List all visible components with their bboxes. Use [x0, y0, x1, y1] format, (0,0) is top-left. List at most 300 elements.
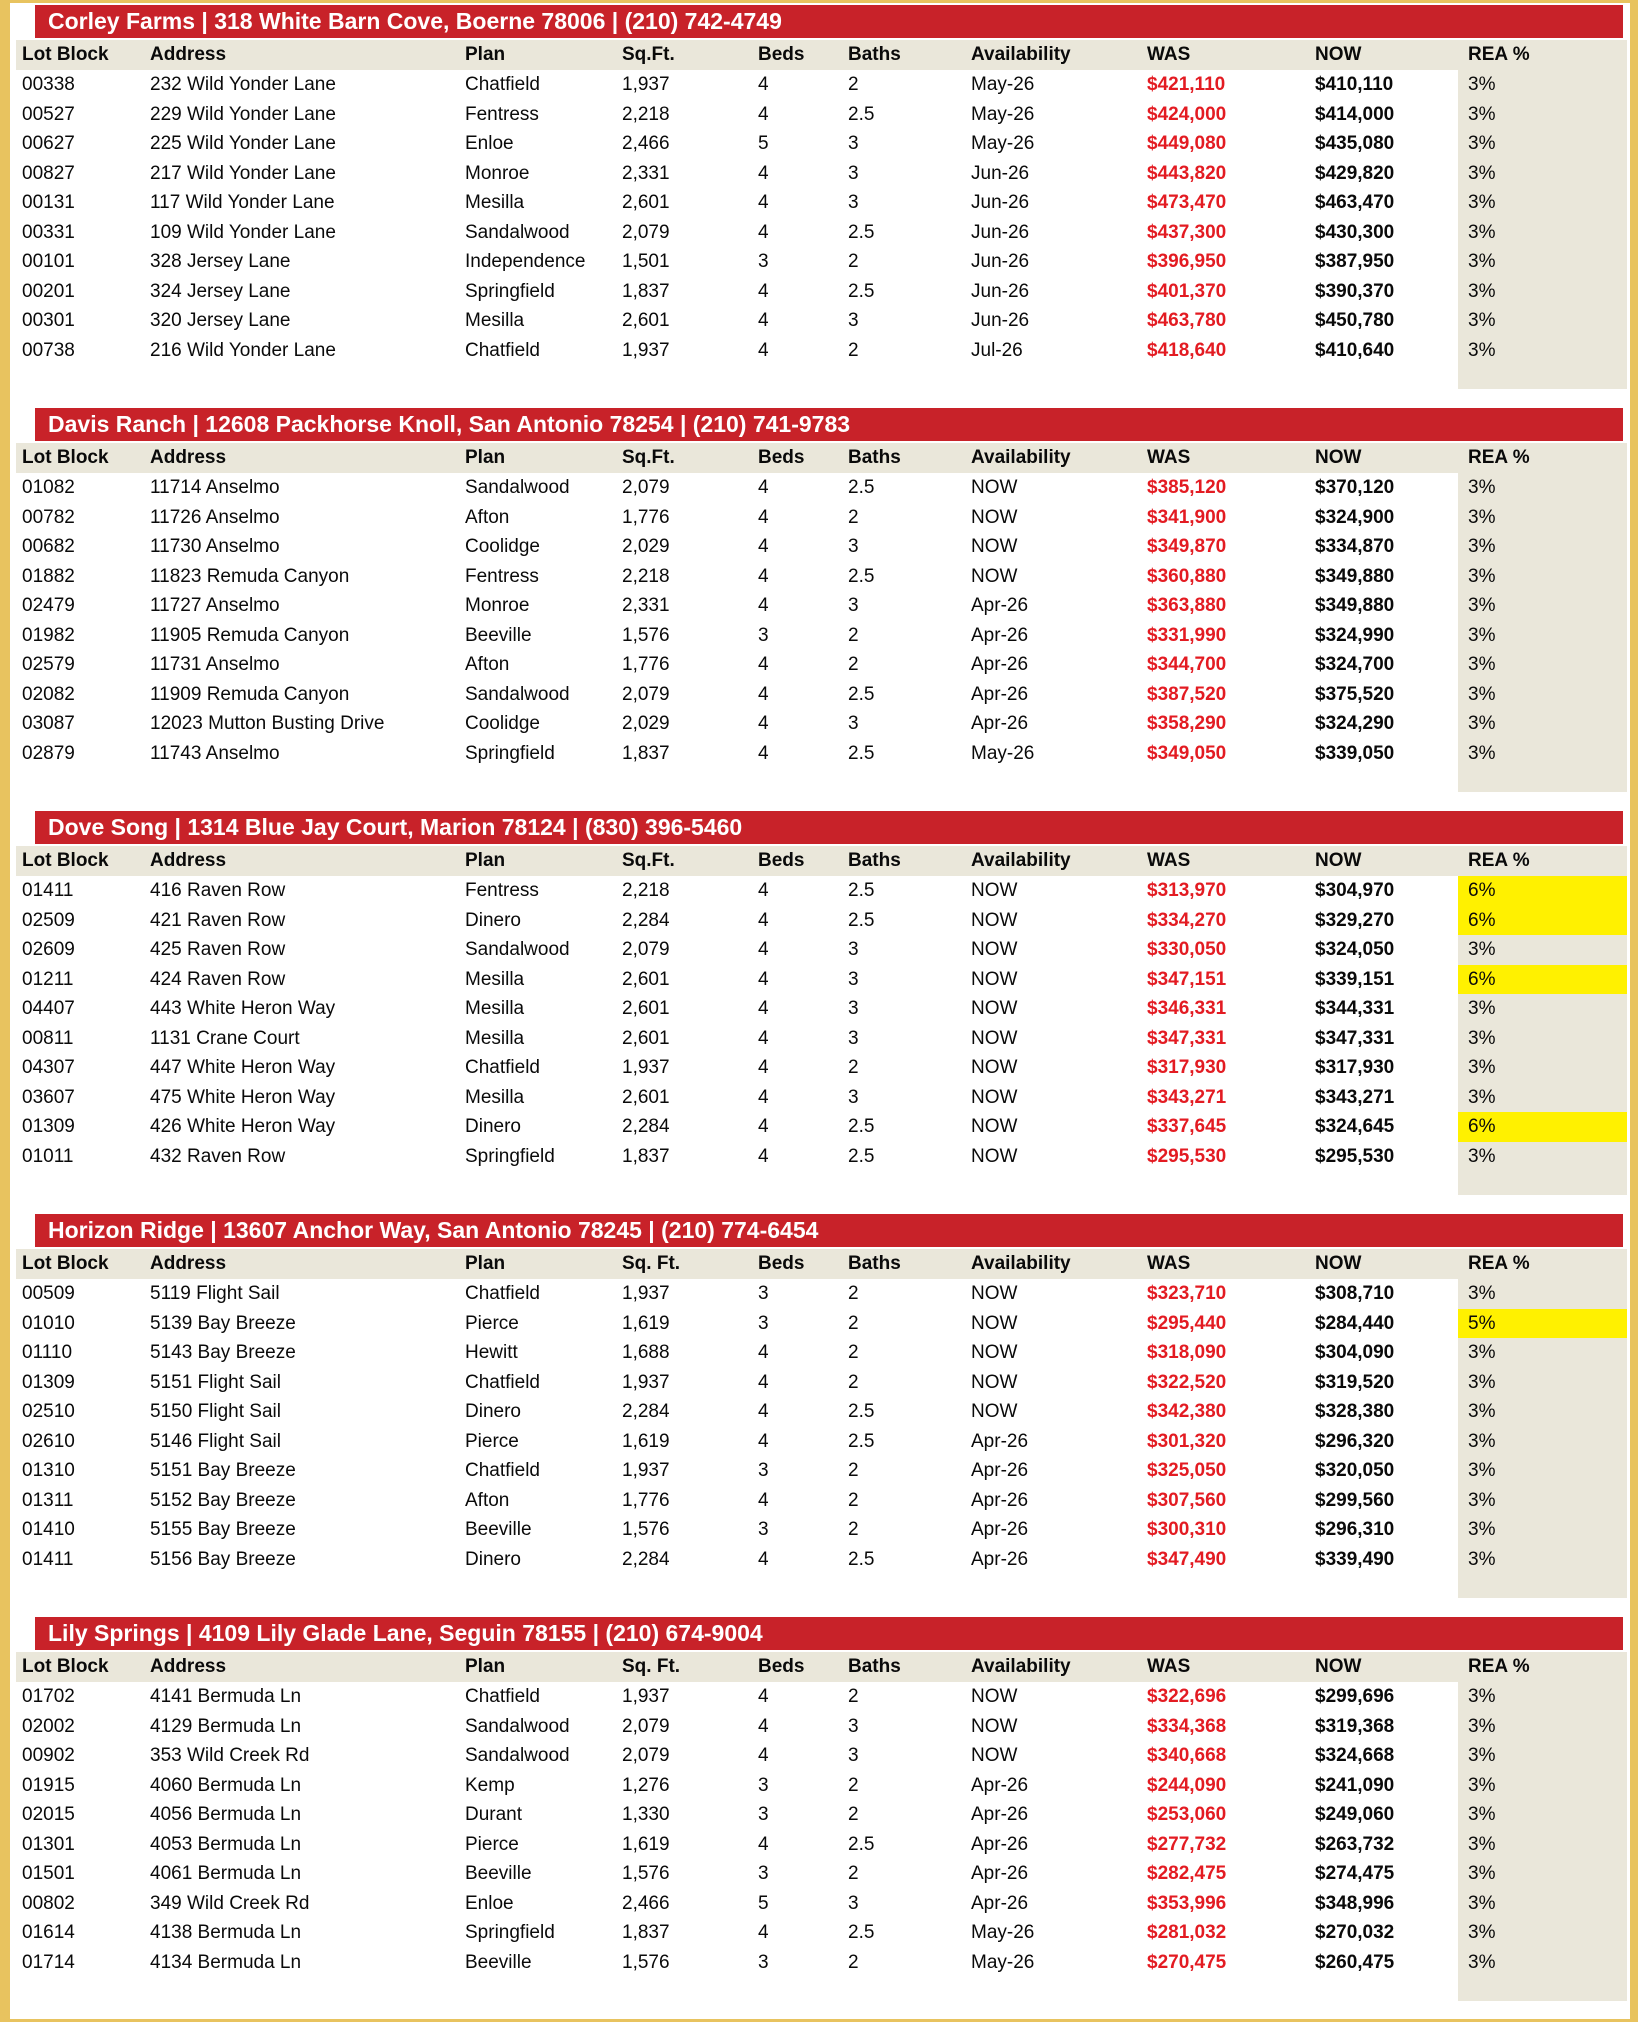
- cell-address: 353 Wild Creek Rd: [150, 1745, 310, 1766]
- cell-address: 421 Raven Row: [150, 909, 286, 931]
- cell-address: 11714 Anselmo: [150, 477, 280, 498]
- cell-lot: 00131: [22, 192, 75, 213]
- cell-rea: 3%: [1458, 218, 1627, 248]
- table-row: [16, 1427, 1627, 1457]
- cell-baths: 2: [848, 654, 859, 675]
- section-header-bar: [35, 1214, 1623, 1247]
- cell-now: $334,870: [1315, 536, 1395, 557]
- cell-beds: 4: [758, 506, 769, 528]
- cell-lot: 00301: [22, 310, 75, 331]
- column-header-plan: Plan: [465, 447, 506, 468]
- column-header-baths: Baths: [848, 44, 901, 65]
- cell-lot: 01309: [22, 1116, 75, 1137]
- table-row: [16, 1889, 1627, 1919]
- cell-address: 324 Jersey Lane: [150, 280, 291, 302]
- cell-address: 225 Wild Yonder Lane: [150, 133, 336, 154]
- cell-address: 5152 Bay Breeze: [150, 1489, 296, 1511]
- cell-was: $387,520: [1147, 683, 1227, 705]
- cell-address: 11823 Remuda Canyon: [150, 565, 350, 587]
- cell-lot: 00738: [22, 339, 75, 361]
- cell-now: $429,820: [1315, 162, 1395, 184]
- cell-rea: 3%: [1458, 100, 1627, 130]
- column-header-baths: Baths: [848, 1253, 901, 1274]
- cell-sqft: 1,276: [622, 1774, 670, 1796]
- column-header-address: Address: [150, 1656, 227, 1677]
- cell-baths: 2: [848, 1951, 859, 1973]
- cell-plan: Dinero: [465, 1401, 521, 1422]
- cell-plan: Mesilla: [465, 310, 525, 331]
- cell-availability: NOW: [971, 565, 1018, 587]
- cell-was: $396,950: [1147, 251, 1227, 272]
- cell-baths: 2: [848, 74, 859, 95]
- cell-beds: 4: [758, 536, 769, 557]
- empty-cell: [848, 1171, 971, 1195]
- cell-baths: 3: [848, 998, 859, 1019]
- cell-baths: 3: [848, 1715, 859, 1737]
- cell-beds: 4: [758, 1371, 769, 1393]
- table-row: [16, 247, 1627, 277]
- cell-plan: Fentress: [465, 103, 539, 125]
- cell-was: $317,930: [1147, 1057, 1227, 1078]
- cell-beds: 3: [758, 1519, 769, 1540]
- cell-baths: 3: [848, 310, 859, 331]
- cell-plan: Enloe: [465, 1892, 514, 1914]
- column-header-rea: REA %: [1468, 850, 1530, 871]
- cell-rea: 3%: [1458, 1338, 1627, 1368]
- table-header-row: [16, 846, 1627, 876]
- cell-availability: NOW: [971, 1745, 1018, 1766]
- cell-plan: Monroe: [465, 162, 530, 184]
- cell-lot: 01614: [22, 1922, 75, 1943]
- cell-plan: Dinero: [465, 1548, 521, 1570]
- empty-cell: [465, 1977, 622, 2001]
- empty-cell: [848, 365, 971, 389]
- cell-was: $341,900: [1147, 506, 1227, 528]
- table-row: [16, 70, 1627, 100]
- cell-address: 426 White Heron Way: [150, 1116, 336, 1137]
- cell-sqft: 1,937: [622, 339, 670, 361]
- cell-plan: Pierce: [465, 1430, 519, 1452]
- cell-now: $284,440: [1315, 1312, 1395, 1334]
- cell-availability: May-26: [971, 742, 1035, 764]
- empty-cell: [971, 1977, 1147, 2001]
- empty-row: [16, 365, 1627, 389]
- cell-rea: 3%: [1458, 532, 1627, 562]
- section-header-bar: [35, 1617, 1623, 1650]
- cell-beds: 4: [758, 1116, 769, 1137]
- column-header-availability: Availability: [971, 850, 1071, 871]
- cell-beds: 4: [758, 939, 769, 960]
- cell-was: $313,970: [1147, 880, 1227, 901]
- cell-rea: 3%: [1458, 1515, 1627, 1545]
- empty-cell: [758, 1171, 848, 1195]
- empty-cell: [465, 1574, 622, 1598]
- column-header-lot-block: Lot Block: [22, 1656, 109, 1677]
- column-header-sq-ft: Sq. Ft.: [622, 1656, 681, 1677]
- cell-lot: 02610: [22, 1430, 75, 1452]
- cell-sqft: 1,837: [622, 280, 670, 302]
- cell-baths: 2.5: [848, 1145, 875, 1167]
- cell-lot: 03607: [22, 1086, 75, 1108]
- cell-availability: NOW: [971, 536, 1018, 557]
- cell-was: $349,050: [1147, 742, 1227, 764]
- cell-now: $324,900: [1315, 506, 1395, 528]
- cell-beds: 3: [758, 1283, 769, 1304]
- cell-plan: Sandalwood: [465, 1745, 570, 1766]
- cell-availability: NOW: [971, 1116, 1018, 1137]
- cell-was: $330,050: [1147, 939, 1227, 960]
- table-header-row: [16, 1249, 1627, 1279]
- cell-beds: 3: [758, 624, 769, 646]
- cell-rea: 3%: [1458, 336, 1627, 366]
- cell-baths: 2: [848, 506, 859, 528]
- cell-now: $324,645: [1315, 1116, 1395, 1137]
- cell-now: $324,668: [1315, 1745, 1395, 1766]
- cell-lot: 01702: [22, 1686, 75, 1707]
- empty-cell: [465, 365, 622, 389]
- cell-rea: 5%: [1458, 1309, 1627, 1339]
- table-row: [16, 159, 1627, 189]
- empty-cell: [758, 1574, 848, 1598]
- cell-sqft: 1,576: [622, 1863, 670, 1884]
- cell-rea: 3%: [1458, 1682, 1627, 1712]
- empty-cell: [465, 1171, 622, 1195]
- cell-address: 5150 Flight Sail: [150, 1401, 281, 1422]
- cell-was: $418,640: [1147, 339, 1227, 361]
- cell-availability: Jun-26: [971, 280, 1030, 302]
- empty-cell: [758, 1977, 848, 2001]
- cell-beds: 4: [758, 1548, 769, 1570]
- cell-address: 475 White Heron Way: [150, 1086, 336, 1108]
- cell-now: $339,050: [1315, 742, 1395, 764]
- cell-now: $320,050: [1315, 1460, 1395, 1481]
- cell-lot: 04307: [22, 1057, 75, 1078]
- cell-availability: Apr-26: [971, 683, 1029, 705]
- cell-was: $295,440: [1147, 1312, 1227, 1334]
- table-row: [16, 1024, 1627, 1054]
- cell-now: $324,990: [1315, 624, 1395, 646]
- table-row: [16, 1800, 1627, 1830]
- cell-sqft: 2,601: [622, 998, 670, 1019]
- cell-availability: NOW: [971, 968, 1018, 990]
- cell-plan: Fentress: [465, 880, 539, 901]
- cell-address: 416 Raven Row: [150, 880, 286, 901]
- cell-sqft: 2,079: [622, 1715, 670, 1737]
- cell-plan: Beeville: [465, 1519, 532, 1540]
- cell-was: $347,151: [1147, 968, 1227, 990]
- cell-plan: Hewitt: [465, 1342, 518, 1363]
- cell-sqft: 1,776: [622, 654, 670, 675]
- cell-sqft: 2,218: [622, 103, 670, 125]
- cell-baths: 2: [848, 1460, 859, 1481]
- cell-rea: 3%: [1458, 1368, 1627, 1398]
- cell-baths: 2.5: [848, 103, 875, 125]
- cell-baths: 3: [848, 1892, 859, 1914]
- cell-plan: Mesilla: [465, 968, 525, 990]
- inventory-table: [16, 1652, 1627, 2001]
- empty-cell: [16, 1574, 150, 1598]
- empty-cell: [150, 768, 465, 792]
- empty-cell: [150, 365, 465, 389]
- column-header-now: NOW: [1315, 850, 1362, 871]
- cell-sqft: 2,079: [622, 1745, 670, 1766]
- cell-now: $319,520: [1315, 1371, 1395, 1393]
- cell-beds: 4: [758, 192, 769, 213]
- column-header-plan: Plan: [465, 850, 506, 871]
- cell-baths: 2.5: [848, 683, 875, 705]
- cell-lot: 00902: [22, 1745, 75, 1766]
- column-header-now: NOW: [1315, 447, 1362, 468]
- cell-rea: 3%: [1458, 1053, 1627, 1083]
- cell-beds: 5: [758, 1892, 769, 1914]
- cell-was: $337,645: [1147, 1116, 1227, 1137]
- cell-now: $410,110: [1315, 74, 1394, 95]
- cell-plan: Afton: [465, 1489, 510, 1511]
- cell-baths: 2.5: [848, 880, 875, 901]
- cell-lot: 02879: [22, 742, 75, 764]
- column-header-baths: Baths: [848, 447, 901, 468]
- cell-was: $340,668: [1147, 1745, 1227, 1766]
- cell-was: $244,090: [1147, 1774, 1227, 1796]
- community-title: Dove Song | 1314 Blue Jay Court, Marion 78124 | (830) 396-5460: [48, 814, 743, 840]
- column-header-rea: REA %: [1468, 447, 1530, 468]
- column-header-rea: REA %: [1468, 1253, 1530, 1274]
- cell-address: 5143 Bay Breeze: [150, 1342, 296, 1363]
- empty-cell: [150, 1574, 465, 1598]
- cell-lot: 00331: [22, 221, 75, 243]
- cell-rea: 3%: [1458, 562, 1627, 592]
- column-header-sq-ft: Sq. Ft.: [622, 1253, 681, 1274]
- cell-plan: Mesilla: [465, 192, 525, 213]
- empty-cell: [1147, 1977, 1315, 2001]
- cell-beds: 3: [758, 1804, 769, 1825]
- cell-now: $410,640: [1315, 339, 1395, 361]
- cell-lot: 01501: [22, 1863, 75, 1884]
- cell-now: $339,490: [1315, 1548, 1395, 1570]
- cell-rea: 6%: [1458, 1112, 1627, 1142]
- table-row: [16, 1486, 1627, 1516]
- cell-was: $253,060: [1147, 1804, 1227, 1825]
- column-header-beds: Beds: [758, 850, 805, 871]
- cell-was: $307,560: [1147, 1489, 1227, 1511]
- cell-availability: Jun-26: [971, 310, 1030, 331]
- cell-baths: 2: [848, 1342, 859, 1363]
- cell-lot: 02509: [22, 909, 75, 931]
- cell-was: $300,310: [1147, 1519, 1227, 1540]
- table-row: [16, 1948, 1627, 1978]
- cell-baths: 3: [848, 1027, 859, 1049]
- inventory-table: [16, 40, 1627, 389]
- cell-baths: 2.5: [848, 1833, 875, 1855]
- cell-baths: 3: [848, 133, 859, 154]
- cell-availability: NOW: [971, 1686, 1018, 1707]
- cell-sqft: 2,284: [622, 909, 670, 931]
- cell-address: 109 Wild Yonder Lane: [150, 221, 336, 243]
- cell-now: $339,151: [1315, 968, 1395, 990]
- table-row: [16, 1515, 1627, 1545]
- cell-beds: 3: [758, 1460, 769, 1481]
- cell-now: $344,331: [1315, 998, 1395, 1019]
- cell-availability: NOW: [971, 1715, 1018, 1737]
- cell-availability: Apr-26: [971, 1548, 1029, 1570]
- cell-plan: Sandalwood: [465, 939, 570, 960]
- table-row: [16, 906, 1627, 936]
- cell-baths: 2: [848, 1804, 859, 1825]
- empty-cell: [848, 768, 971, 792]
- cell-was: $277,732: [1147, 1833, 1227, 1855]
- cell-beds: 4: [758, 1745, 769, 1766]
- cell-rea: 3%: [1458, 159, 1627, 189]
- cell-now: $328,380: [1315, 1401, 1395, 1422]
- column-header-now: NOW: [1315, 1656, 1362, 1677]
- column-header-was: WAS: [1147, 1253, 1191, 1274]
- empty-cell: [16, 1171, 150, 1195]
- cell-lot: 01311: [22, 1489, 74, 1511]
- cell-sqft: 1,576: [622, 624, 670, 646]
- cell-was: $349,870: [1147, 536, 1227, 557]
- cell-rea: 3%: [1458, 1800, 1627, 1830]
- cell-sqft: 2,029: [622, 713, 670, 734]
- column-header-was: WAS: [1147, 1656, 1191, 1677]
- cell-plan: Sandalwood: [465, 477, 570, 498]
- cell-plan: Chatfield: [465, 1057, 540, 1078]
- cell-beds: 4: [758, 339, 769, 361]
- empty-cell: [1458, 1574, 1627, 1598]
- cell-availability: Apr-26: [971, 1804, 1029, 1825]
- cell-address: 11743 Anselmo: [150, 742, 280, 764]
- cell-was: $360,880: [1147, 565, 1227, 587]
- cell-plan: Durant: [465, 1804, 523, 1825]
- cell-now: $349,880: [1315, 565, 1395, 587]
- cell-rea: 3%: [1458, 1830, 1627, 1860]
- cell-baths: 2: [848, 1057, 859, 1078]
- cell-baths: 2: [848, 1312, 859, 1334]
- cell-lot: 01310: [22, 1460, 75, 1481]
- community-title: Lily Springs | 4109 Lily Glade Lane, Seguin 78155 | (210) 674-9004: [48, 1620, 763, 1646]
- cell-availability: NOW: [971, 1283, 1018, 1304]
- column-header-beds: Beds: [758, 44, 805, 65]
- column-header-beds: Beds: [758, 447, 805, 468]
- cell-address: 11905 Remuda Canyon: [150, 624, 350, 646]
- cell-beds: 4: [758, 1027, 769, 1049]
- table-row: [16, 1771, 1627, 1801]
- cell-address: 229 Wild Yonder Lane: [150, 103, 336, 125]
- inventory-table: [16, 443, 1627, 792]
- empty-cell: [622, 1977, 758, 2001]
- empty-cell: [1315, 1171, 1458, 1195]
- cell-address: 5146 Flight Sail: [150, 1430, 281, 1452]
- cell-beds: 4: [758, 1057, 769, 1078]
- cell-availability: Jun-26: [971, 251, 1030, 272]
- empty-cell: [622, 365, 758, 389]
- cell-availability: Jul-26: [971, 339, 1023, 361]
- community-section-horizon-ridge: [16, 1214, 1630, 1598]
- cell-beds: 4: [758, 1342, 769, 1363]
- cell-address: 443 White Heron Way: [150, 998, 336, 1019]
- table-row: [16, 1712, 1627, 1742]
- cell-sqft: 1,619: [622, 1833, 670, 1855]
- table-row: [16, 876, 1627, 906]
- cell-availability: NOW: [971, 1371, 1018, 1393]
- cell-availability: Apr-26: [971, 654, 1029, 675]
- cell-availability: Jun-26: [971, 221, 1030, 243]
- column-header-sq-ft: Sq.Ft.: [622, 850, 675, 871]
- cell-now: $324,290: [1315, 713, 1395, 734]
- cell-address: 5119 Flight Sail: [150, 1283, 280, 1304]
- cell-plan: Springfield: [465, 280, 555, 302]
- cell-sqft: 1,837: [622, 742, 670, 764]
- cell-baths: 3: [848, 713, 859, 734]
- cell-sqft: 2,601: [622, 192, 670, 213]
- column-header-availability: Availability: [971, 1656, 1071, 1677]
- column-header-rea: REA %: [1468, 1656, 1530, 1677]
- cell-was: $347,331: [1147, 1027, 1227, 1049]
- cell-sqft: 1,937: [622, 1460, 670, 1481]
- cell-plan: Chatfield: [465, 1283, 540, 1304]
- cell-sqft: 1,576: [622, 1951, 670, 1973]
- cell-sqft: 1,837: [622, 1922, 670, 1943]
- cell-beds: 4: [758, 742, 769, 764]
- inventory-table: [16, 1249, 1627, 1598]
- cell-availability: NOW: [971, 477, 1018, 498]
- cell-was: $325,050: [1147, 1460, 1227, 1481]
- table-row: [16, 188, 1627, 218]
- cell-availability: NOW: [971, 939, 1018, 960]
- table-row: [16, 1309, 1627, 1339]
- table-row: [16, 532, 1627, 562]
- cell-baths: 2: [848, 1774, 859, 1796]
- cell-lot: 01882: [22, 565, 75, 587]
- cell-sqft: 1,937: [622, 74, 670, 95]
- cell-lot: 00782: [22, 506, 75, 528]
- cell-lot: 00811: [22, 1027, 74, 1049]
- cell-rea: 3%: [1458, 994, 1627, 1024]
- cell-address: 4141 Bermuda Ln: [150, 1686, 302, 1707]
- cell-sqft: 2,331: [622, 162, 670, 184]
- empty-cell: [16, 768, 150, 792]
- cell-plan: Fentress: [465, 565, 539, 587]
- cell-sqft: 2,466: [622, 133, 670, 154]
- column-header-address: Address: [150, 850, 227, 871]
- cell-sqft: 1,330: [622, 1804, 670, 1825]
- cell-lot: 00682: [22, 536, 75, 557]
- table-row: [16, 994, 1627, 1024]
- empty-cell: [1315, 365, 1458, 389]
- cell-address: 5151 Bay Breeze: [150, 1460, 296, 1481]
- table-row: [16, 1741, 1627, 1771]
- cell-rea: 3%: [1458, 1142, 1627, 1172]
- cell-was: $334,368: [1147, 1715, 1227, 1737]
- cell-lot: 00627: [22, 133, 75, 154]
- cell-beds: 4: [758, 565, 769, 587]
- empty-cell: [848, 1977, 971, 2001]
- cell-availability: NOW: [971, 880, 1018, 901]
- cell-availability: Apr-26: [971, 1833, 1029, 1855]
- cell-rea: 3%: [1458, 1456, 1627, 1486]
- empty-cell: [622, 768, 758, 792]
- cell-rea: 3%: [1458, 188, 1627, 218]
- cell-address: 4060 Bermuda Ln: [150, 1774, 302, 1796]
- cell-was: $343,271: [1147, 1086, 1227, 1108]
- cell-plan: Chatfield: [465, 339, 540, 361]
- cell-baths: 2: [848, 339, 859, 361]
- cell-lot: 04407: [22, 998, 75, 1019]
- column-header-plan: Plan: [465, 44, 506, 65]
- cell-lot: 01011: [22, 1145, 74, 1167]
- cell-sqft: 2,079: [622, 939, 670, 960]
- column-header-rea: REA %: [1468, 44, 1530, 65]
- cell-plan: Sandalwood: [465, 221, 570, 243]
